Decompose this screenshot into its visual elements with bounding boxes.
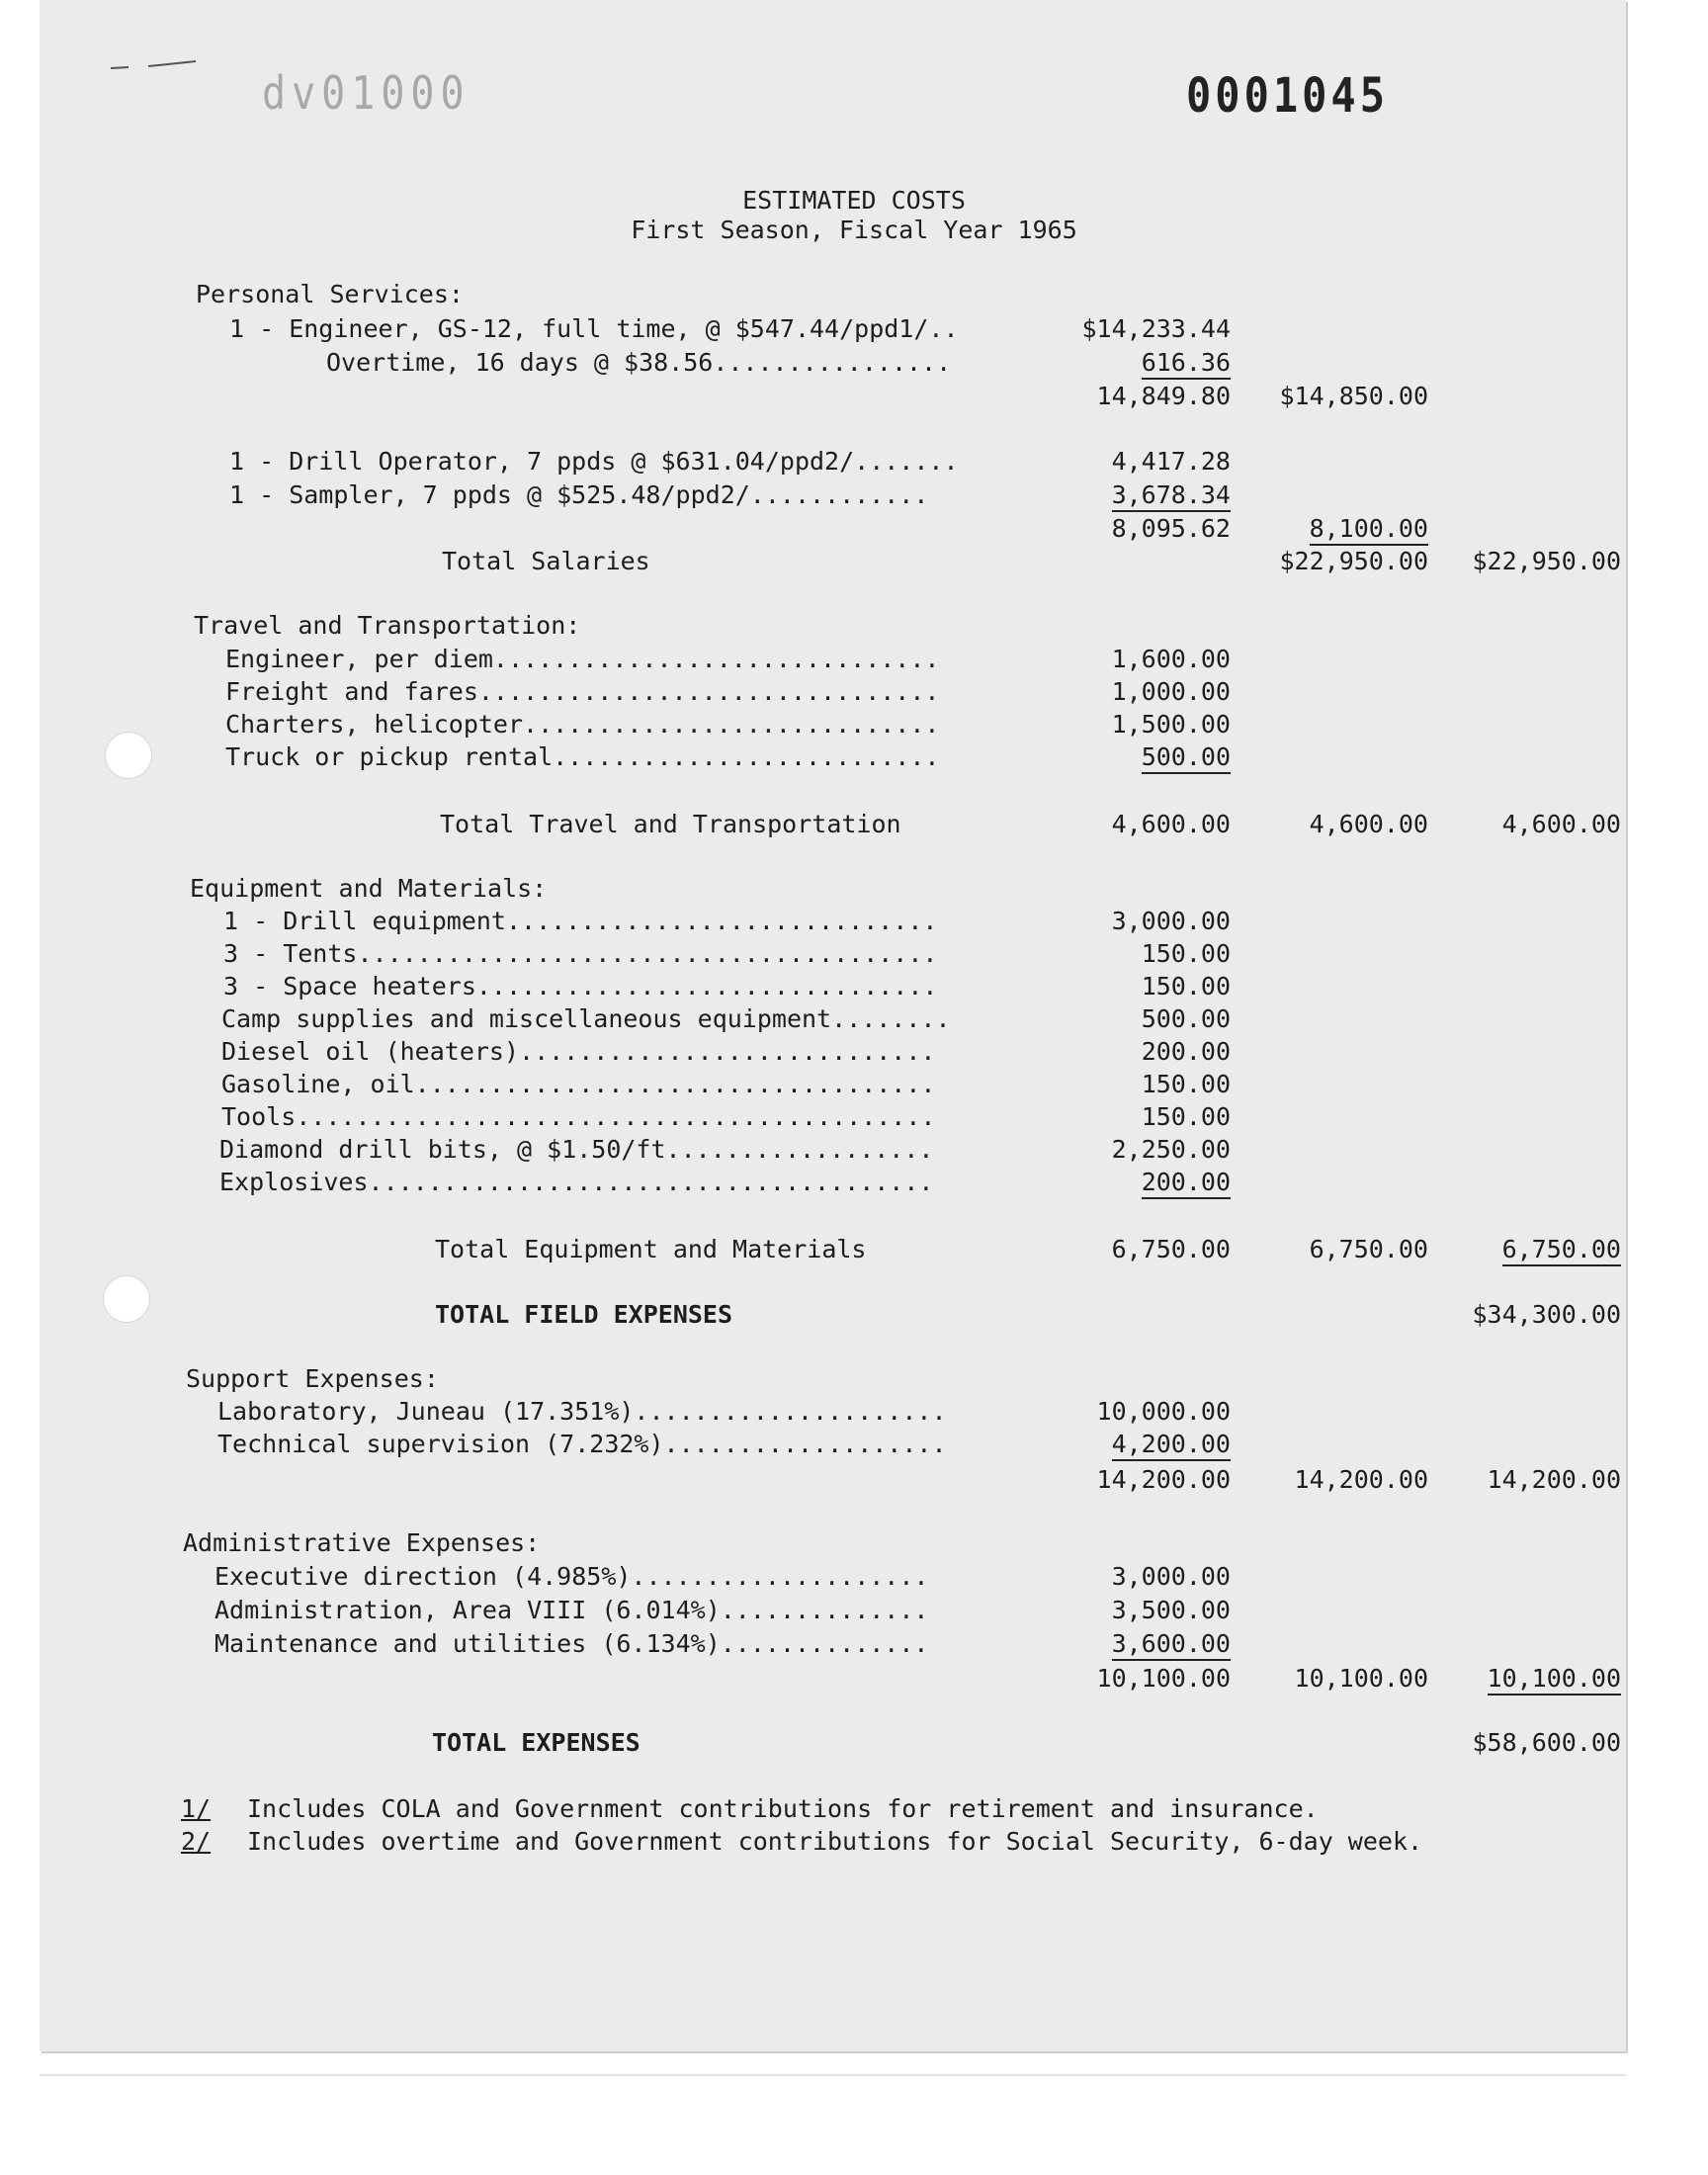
line-item bbox=[0, 1596, 1708, 1629]
line-item bbox=[0, 1397, 1708, 1431]
line-item bbox=[0, 677, 1708, 711]
line-item-label: Camp supplies and miscellaneous equipment........ bbox=[221, 1004, 951, 1033]
line-item-label: Executive direction (4.985%).................... bbox=[214, 1562, 929, 1591]
line-item-label: Explosives...................................... bbox=[219, 1168, 934, 1196]
line-item-amount: 3,600.00 bbox=[1112, 1629, 1231, 1661]
total-amount: 4,600.00 bbox=[1501, 810, 1621, 838]
subtotal-amount: 8,095.62 bbox=[1111, 514, 1231, 543]
line-item-label: Administration, Area VIII (6.014%).............. bbox=[214, 1596, 929, 1624]
line-item bbox=[0, 480, 1708, 514]
section-heading-support bbox=[0, 1364, 1708, 1398]
line-item-label: Technical supervision (7.232%)................... bbox=[217, 1430, 947, 1458]
section-heading-personal bbox=[0, 280, 1708, 313]
line-item bbox=[0, 1562, 1708, 1596]
line-item bbox=[0, 972, 1708, 1005]
line-item bbox=[0, 710, 1708, 743]
total-amount: 6,750.00 bbox=[1111, 1235, 1231, 1263]
line-item bbox=[0, 645, 1708, 678]
line-item-label: 3 - Space heaters............................... bbox=[223, 972, 938, 1000]
line-item-label: 1 - Drill Operator, 7 ppds @ $631.04/ppd2/....... bbox=[229, 447, 959, 476]
line-item-amount: 616.36 bbox=[1142, 348, 1231, 380]
document-title: ESTIMATED COSTS bbox=[742, 186, 966, 215]
total-label: Total Travel and Transportation bbox=[440, 810, 901, 838]
line-item bbox=[0, 742, 1708, 776]
line-item-amount: 500.00 bbox=[1141, 1004, 1231, 1033]
total-label: Total Salaries bbox=[442, 547, 650, 575]
line-item-label: Diamond drill bits, @ $1.50/ft.................. bbox=[219, 1135, 934, 1164]
grand-total-row bbox=[0, 1728, 1708, 1762]
section-heading-label: Personal Services: bbox=[196, 280, 464, 308]
line-item-amount: 3,000.00 bbox=[1111, 1562, 1231, 1591]
line-item-amount: 3,500.00 bbox=[1111, 1596, 1231, 1624]
total-row bbox=[0, 810, 1708, 843]
footnote-mark: 1/ bbox=[181, 1794, 212, 1823]
line-item bbox=[0, 348, 1708, 382]
line-item-label: Freight and fares............................... bbox=[225, 677, 940, 706]
field-total-amount: $34,300.00 bbox=[1472, 1300, 1621, 1329]
line-item-amount: 200.00 bbox=[1142, 1168, 1231, 1199]
line-item bbox=[0, 314, 1708, 348]
section-heading-label: Support Expenses: bbox=[186, 1364, 439, 1393]
line-item-amount: 150.00 bbox=[1141, 972, 1231, 1000]
footnote-text: Includes COLA and Government contributions for retirement and insurance. bbox=[247, 1794, 1319, 1823]
line-item-amount: 2,250.00 bbox=[1111, 1135, 1231, 1164]
line-item bbox=[0, 1168, 1708, 1201]
document-subtitle: First Season, Fiscal Year 1965 bbox=[631, 216, 1077, 244]
line-item-label: 1 - Sampler, 7 ppds @ $525.48/ppd2/............ bbox=[229, 480, 929, 509]
subtotal-row bbox=[0, 382, 1708, 415]
total-amount: 4,600.00 bbox=[1111, 810, 1231, 838]
line-item bbox=[0, 907, 1708, 940]
pen-mark bbox=[109, 59, 198, 71]
line-item-amount: 1,000.00 bbox=[1111, 677, 1231, 706]
line-item-label: Tools........................................... bbox=[221, 1102, 936, 1131]
line-item-amount: 1,600.00 bbox=[1111, 645, 1231, 673]
subtotal-row bbox=[0, 1465, 1708, 1499]
subtotal-amount: 10,100.00 bbox=[1096, 1664, 1231, 1693]
line-item-label: Diesel oil (heaters)............................ bbox=[221, 1037, 936, 1066]
line-item-amount: 150.00 bbox=[1141, 1070, 1231, 1098]
total-amount: $22,950.00 bbox=[1472, 547, 1621, 575]
field-total-row bbox=[0, 1300, 1708, 1334]
line-item-label: Maintenance and utilities (6.134%).............. bbox=[214, 1629, 929, 1658]
subtotal-row bbox=[0, 1664, 1708, 1697]
line-item-label: Truck or pickup rental.......................... bbox=[225, 742, 940, 771]
subtotal-amount: 10,100.00 bbox=[1488, 1664, 1621, 1696]
total-label: Total Equipment and Materials bbox=[435, 1235, 867, 1263]
section-heading-label: Administrative Expenses: bbox=[183, 1528, 541, 1557]
subtotal-amount: 14,200.00 bbox=[1487, 1465, 1621, 1494]
line-item-amount: 4,200.00 bbox=[1112, 1430, 1231, 1461]
line-item bbox=[0, 1004, 1708, 1038]
line-item-label: Laboratory, Juneau (17.351%)..................... bbox=[217, 1397, 947, 1426]
line-item-label: Engineer, per diem.............................. bbox=[225, 645, 940, 673]
subtotal-amount: 10,100.00 bbox=[1294, 1664, 1428, 1693]
page-bottom-edge bbox=[40, 2074, 1626, 2076]
subtotal-amount: 14,849.80 bbox=[1096, 382, 1231, 410]
grand-total-label: TOTAL EXPENSES bbox=[432, 1728, 640, 1757]
stamp-number-faded: dv01000 bbox=[262, 67, 470, 121]
line-item-amount: 4,417.28 bbox=[1111, 447, 1231, 476]
line-item bbox=[0, 939, 1708, 973]
line-item bbox=[0, 1102, 1708, 1136]
total-row bbox=[0, 547, 1708, 580]
subtotal-amount: 14,200.00 bbox=[1294, 1465, 1428, 1494]
line-item-amount: 150.00 bbox=[1141, 1102, 1231, 1131]
line-item-amount: 500.00 bbox=[1142, 742, 1231, 774]
section-heading-label: Travel and Transportation: bbox=[194, 611, 581, 640]
line-item-amount: 3,000.00 bbox=[1111, 907, 1231, 935]
line-item-amount: $14,233.44 bbox=[1081, 314, 1231, 343]
total-amount: 4,600.00 bbox=[1309, 810, 1428, 838]
total-amount: 6,750.00 bbox=[1309, 1235, 1428, 1263]
line-item-label: Charters, helicopter............................ bbox=[225, 710, 940, 739]
line-item-amount: 150.00 bbox=[1141, 939, 1231, 968]
total-row bbox=[0, 1235, 1708, 1268]
line-item bbox=[0, 1430, 1708, 1463]
stamp-number: 0001045 bbox=[1186, 67, 1390, 124]
grand-total-amount: $58,600.00 bbox=[1472, 1728, 1621, 1757]
total-amount: $22,950.00 bbox=[1279, 547, 1428, 575]
field-total-label: TOTAL FIELD EXPENSES bbox=[435, 1300, 733, 1329]
line-item bbox=[0, 1070, 1708, 1103]
section-heading-equipment bbox=[0, 874, 1708, 908]
subtotal-rounded: 8,100.00 bbox=[1310, 514, 1428, 546]
line-item-label: Overtime, 16 days @ $38.56................ bbox=[326, 348, 952, 377]
subtotal-row bbox=[0, 514, 1708, 548]
line-item-amount: 1,500.00 bbox=[1111, 710, 1231, 739]
footnote-mark: 2/ bbox=[181, 1827, 212, 1856]
line-item-amount: 3,678.34 bbox=[1112, 480, 1231, 512]
line-item bbox=[0, 1629, 1708, 1663]
line-item bbox=[0, 1037, 1708, 1071]
line-item-label: Gasoline, oil................................... bbox=[221, 1070, 936, 1098]
line-item bbox=[0, 447, 1708, 480]
footnote-text: Includes overtime and Government contributions for Social Security, 6-day week. bbox=[247, 1827, 1423, 1856]
line-item bbox=[0, 1135, 1708, 1169]
line-item-label: 3 - Tents....................................... bbox=[223, 939, 938, 968]
section-heading-travel bbox=[0, 611, 1708, 645]
line-item-label: 1 - Engineer, GS-12, full time, @ $547.44/ppd1/.. bbox=[229, 314, 959, 343]
line-item-amount: 10,000.00 bbox=[1096, 1397, 1231, 1426]
line-item-label: 1 - Drill equipment............................. bbox=[223, 907, 938, 935]
subtotal-rounded: $14,850.00 bbox=[1279, 382, 1428, 410]
section-heading-label: Equipment and Materials: bbox=[190, 874, 548, 903]
line-item-amount: 200.00 bbox=[1141, 1037, 1231, 1066]
total-amount: 6,750.00 bbox=[1502, 1235, 1621, 1266]
subtotal-amount: 14,200.00 bbox=[1096, 1465, 1231, 1494]
section-heading-admin bbox=[0, 1528, 1708, 1562]
